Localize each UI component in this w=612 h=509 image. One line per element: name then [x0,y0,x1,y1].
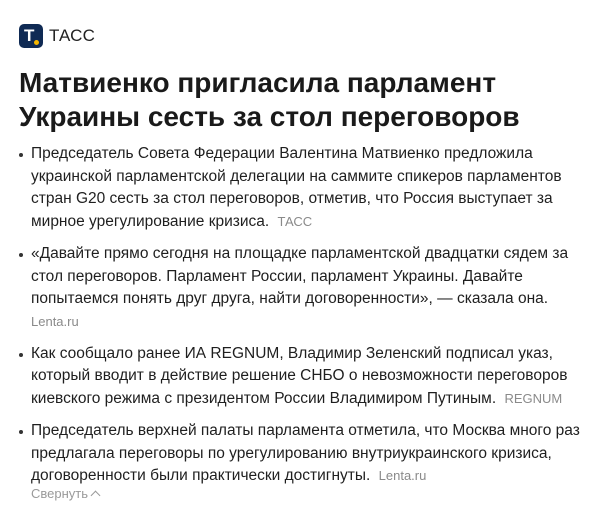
source-link[interactable]: ТАСС [277,213,313,229]
summary-text: Как сообщало ранее ИА REGNUM, Владимир Зеленский подписал указ, который вводит в действие решение СНБО о невозможности переговоров киевского режима с президентом России Владимиром Путиным. [31,344,568,407]
tass-logo-icon [19,24,43,48]
bullet-icon [19,430,23,434]
source-name[interactable]: ТАСС [49,26,96,45]
summary-item [19,243,599,333]
source-link[interactable]: Lenta.ru [378,468,427,483]
collapse-button[interactable] [31,486,99,501]
summary-text: «Давайте прямо сегодня на площадке парламентской двадцатки сядем за стол переговоров. Парламент России, парламент Украины. Давайте попытаемся понять друг друга, найти договоренности», — сказала она. [31,245,569,307]
headline[interactable]: Матвиенко пригласила парламент Украины сесть за стол переговоров [19,67,520,132]
summary-item [19,420,599,488]
summary-text: Председатель верхней палаты парламента отметила, что Москва много раз предлагала переговоры по урегулированию внутриукраинского кризиса, договоренности были практически достигнуты. [31,422,580,484]
summary-list [19,143,599,498]
source-header[interactable] [19,24,95,48]
bullet-icon [19,353,23,357]
logo-dot [34,40,39,45]
summary-item [19,143,599,233]
news-card [3,4,609,509]
bullet-icon [19,153,23,157]
collapse-label: Свернуть [31,486,89,501]
summary-item [19,343,599,411]
bullet-icon [19,253,23,257]
summary-text: Председатель Совета Федерации Валентина Матвиенко предложила украинской парламентской делегации на саммите спикеров парламентов стран G20 сесть за стол переговоров, отметив, что Россия выступает за мирное урегулирование кризиса. [31,145,562,230]
source-link[interactable]: REGNUM [504,390,563,406]
source-link[interactable]: Lenta.ru [31,313,79,329]
logo-letter: Т [24,26,35,45]
chevron-up-icon [91,491,101,501]
